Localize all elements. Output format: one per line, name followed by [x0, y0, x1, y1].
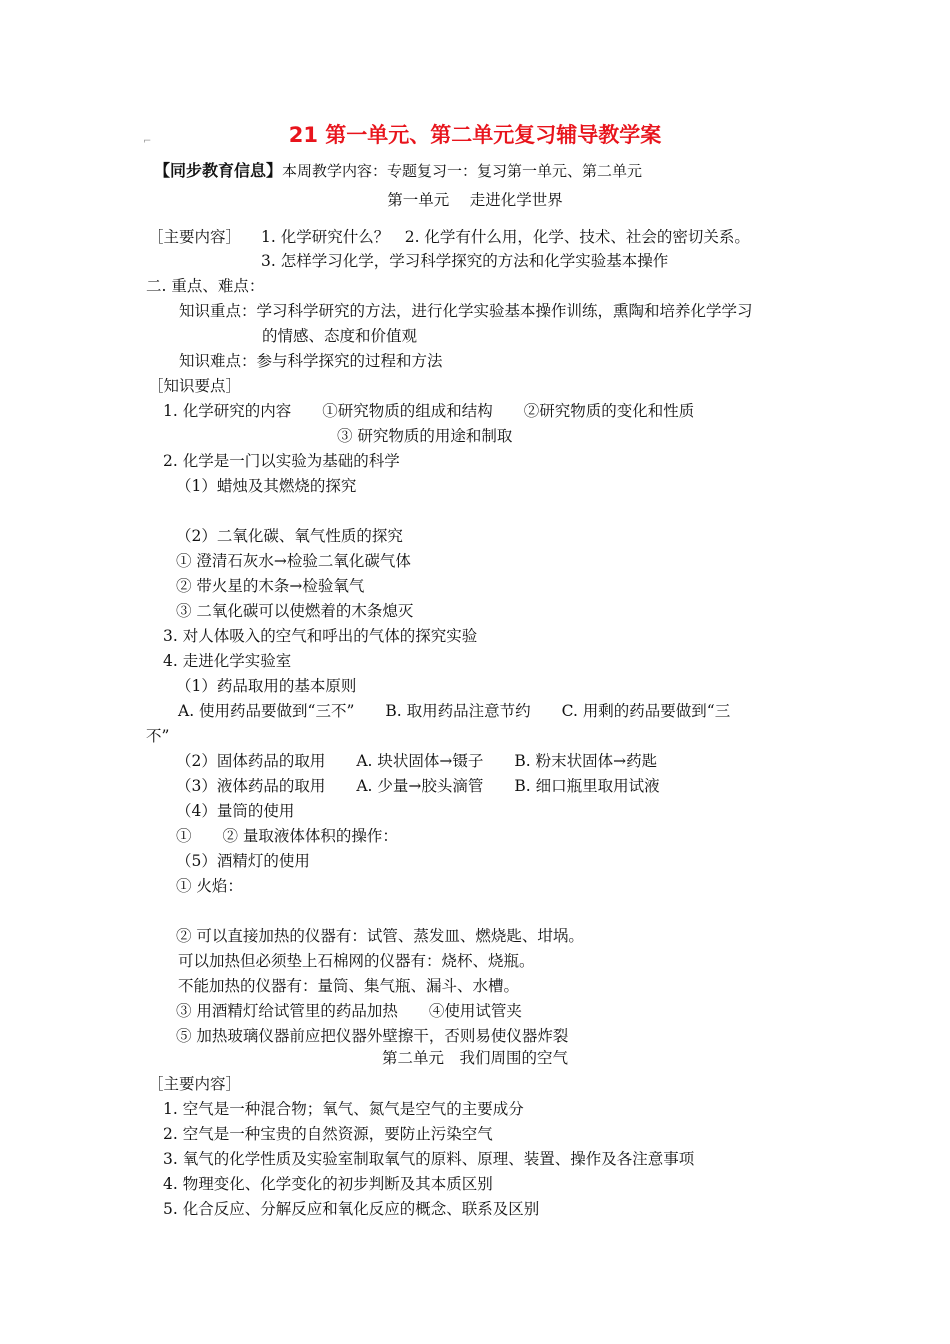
unit1-main-item-1: 1. 化学研究什么？ 2. 化学有什么用，化学、技术、社会的密切关系。: [261, 228, 750, 246]
point-4-3: （3）液体药品的取用 A. 少量→胶头滴管 B. 细口瓶里取用试液: [176, 777, 660, 795]
point-1: 1. 化学研究的内容 ①研究物质的组成和结构 ②研究物质的变化和性质: [163, 402, 695, 420]
point-4-5d: 不能加热的仪器有：量筒、集气瓶、漏斗、水槽。: [178, 977, 520, 995]
point-4-5c: 可以加热但必须垫上石棉网的仪器有：烧杯、烧瓶。: [178, 952, 535, 970]
point-2-1: （1）蜡烛及其燃烧的探究: [176, 477, 357, 495]
unit1-heading: 第一单元 走进化学世界: [387, 191, 563, 209]
unit2-item-3: 3. 氧气的化学性质及实验室制取氧气的原料、原理、装置、操作及各注意事项: [163, 1150, 695, 1168]
point-4-5a: ① 火焰：: [176, 877, 243, 895]
point-4-5e: ③ 用酒精灯给试管里的药品加热 ④使用试管夹: [176, 1002, 522, 1020]
unit2-heading: 第二单元 我们周围的空气: [381, 1049, 568, 1067]
unit2-item-4: 4. 物理变化、化学变化的初步判断及其本质区别: [163, 1175, 493, 1193]
point-4: 4. 走进化学实验室: [163, 652, 292, 670]
point-2-2c: ③ 二氧化碳可以使燃着的木条熄灭: [176, 602, 414, 620]
point-4-4a: ① ② 量取液体体积的操作：: [176, 827, 398, 845]
corner-mark: ⌐: [143, 136, 152, 147]
key-point-2: 的情感、态度和价值观: [262, 327, 418, 345]
sync-info-text: 本周教学内容：专题复习一：复习第一单元、第二单元: [282, 162, 643, 180]
points-label: ［知识要点］: [148, 377, 242, 395]
point-3: 3. 对人体吸入的空气和呼出的气体的探究实验: [163, 627, 478, 645]
sync-info-line: [154, 160, 642, 182]
document-title: 21 第一单元、第二单元复习辅导教学案: [288, 123, 662, 147]
point-4-1a: A. 使用药品要做到“三不” B. 取用药品注意节约 C. 用剩的药品要做到“三: [178, 702, 731, 720]
point-2-2: （2）二氧化碳、氧气性质的探究: [176, 527, 403, 545]
point-2-2a: ① 澄清石灰水→检验二氧化碳气体: [176, 552, 411, 570]
point-4-5f: ⑤ 加热玻璃仪器前应把仪器外壁擦干，否则易使仪器炸裂: [176, 1027, 569, 1045]
unit1-main-label: ［主要内容］: [148, 228, 242, 246]
point-2-2b: ② 带火星的木条→检验氧气: [176, 577, 365, 595]
unit2-item-1: 1. 空气是一种混合物；氧气、氮气是空气的主要成分: [163, 1100, 524, 1118]
point-4-4: （4）量筒的使用: [176, 802, 295, 820]
unit2-item-5: 5. 化合反应、分解反应和氧化反应的概念、联系及区别: [163, 1200, 540, 1218]
point-2: 2. 化学是一门以实验为基础的科学: [163, 452, 400, 470]
key-point-1: 知识重点：学习科学研究的方法，进行化学实验基本操作训练，熏陶和培养化学学习: [179, 302, 753, 320]
unit2-item-2: 2. 空气是一种宝贵的自然资源，要防止污染空气: [163, 1125, 493, 1143]
point-4-1: （1）药品取用的基本原则: [176, 677, 357, 695]
unit2-main-label: ［主要内容］: [148, 1075, 242, 1093]
point-4-5b: ② 可以直接加热的仪器有：试管、蒸发皿、燃烧匙、坩埚。: [176, 927, 584, 945]
point-4-2: （2）固体药品的取用 A. 块状固体→镊子 B. 粉末状固体→药匙: [176, 752, 658, 770]
unit1-main-item-2: 3. 怎样学习化学，学习科学探究的方法和化学实验基本操作: [261, 252, 669, 270]
point-1b: ③ 研究物质的用途和制取: [337, 427, 513, 445]
point-4-5: （5）酒精灯的使用: [176, 852, 310, 870]
key-heading: 二. 重点、难点：: [146, 277, 265, 295]
sync-info-label: 【同步教育信息】: [154, 161, 283, 180]
key-difficulty: 知识难点：参与科学探究的过程和方法: [179, 352, 443, 370]
point-4-1b: 不”: [146, 727, 170, 745]
